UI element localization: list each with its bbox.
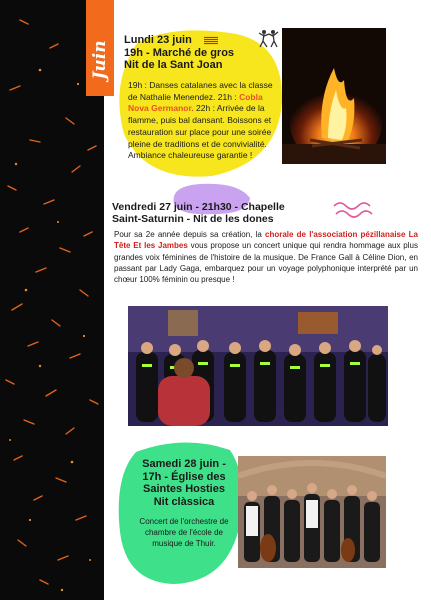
event-3-time-place: 17h - Église des xyxy=(142,470,226,483)
event-3-heading xyxy=(124,458,244,509)
event-1-highlight: Cobla Nova Germanor. xyxy=(128,91,263,114)
choir-photo xyxy=(128,306,388,426)
event-2-description: Pour sa 2e année depuis sa création, la chorale de l'association pézillanaise La Tête Et les Jambes vous propose un concert unique qui rendra hommage aux plus grandes voix féminines de l'histoire de la musique. De France Gall à Céline Dion, en passant par Lady Gaga, embarquez pour un voyage polyphonique interprété par un chœur 100% féminin ou presque ! xyxy=(114,230,418,285)
event-2-date-time-place: Vendredi 27 juin - 21h30 - Chapelle xyxy=(112,201,285,213)
event-3-title: Nit clàssica xyxy=(153,495,215,508)
event-1-time-place: 19h - Marché de gros xyxy=(124,46,235,59)
event-2-highlight: chorale de l'association pézillanaise La Tête Et les Jambes xyxy=(114,230,418,251)
orchestra-photo xyxy=(238,456,386,568)
events-content xyxy=(104,0,431,600)
event-1-heading xyxy=(124,34,280,72)
dancers-icon xyxy=(258,28,280,48)
event-3-place-cont: Saintes Hosties xyxy=(143,483,225,496)
bonfire-photo xyxy=(282,28,386,164)
event-1-date: Lundi 23 juin xyxy=(124,34,192,46)
event-3-date: Samedi 28 juin - xyxy=(142,458,226,470)
event-2-heading xyxy=(112,201,412,225)
event-2-title: Saint-Saturnin - Nit de les dones xyxy=(112,213,274,226)
event-1-description: 19h : Danses catalanes avec la classe de Nathalie Menendez. 21h : Cobla Nova Germanor. 22h : Arrivée de la flamme, puis bal dansant. Boissons et restauration sur place pour une soirée pleine de traditions et de convivialité. Ambiance chaleureuse garantie ! xyxy=(128,80,273,161)
event-3-description: Concert de l'orchestre de chambre de l'école de musique de Thuir. xyxy=(139,517,229,549)
month-tab-label: Juin xyxy=(90,40,110,80)
catalan-flag-icon xyxy=(204,36,218,45)
event-1-title: Nit de la Sant Joan xyxy=(124,59,223,72)
